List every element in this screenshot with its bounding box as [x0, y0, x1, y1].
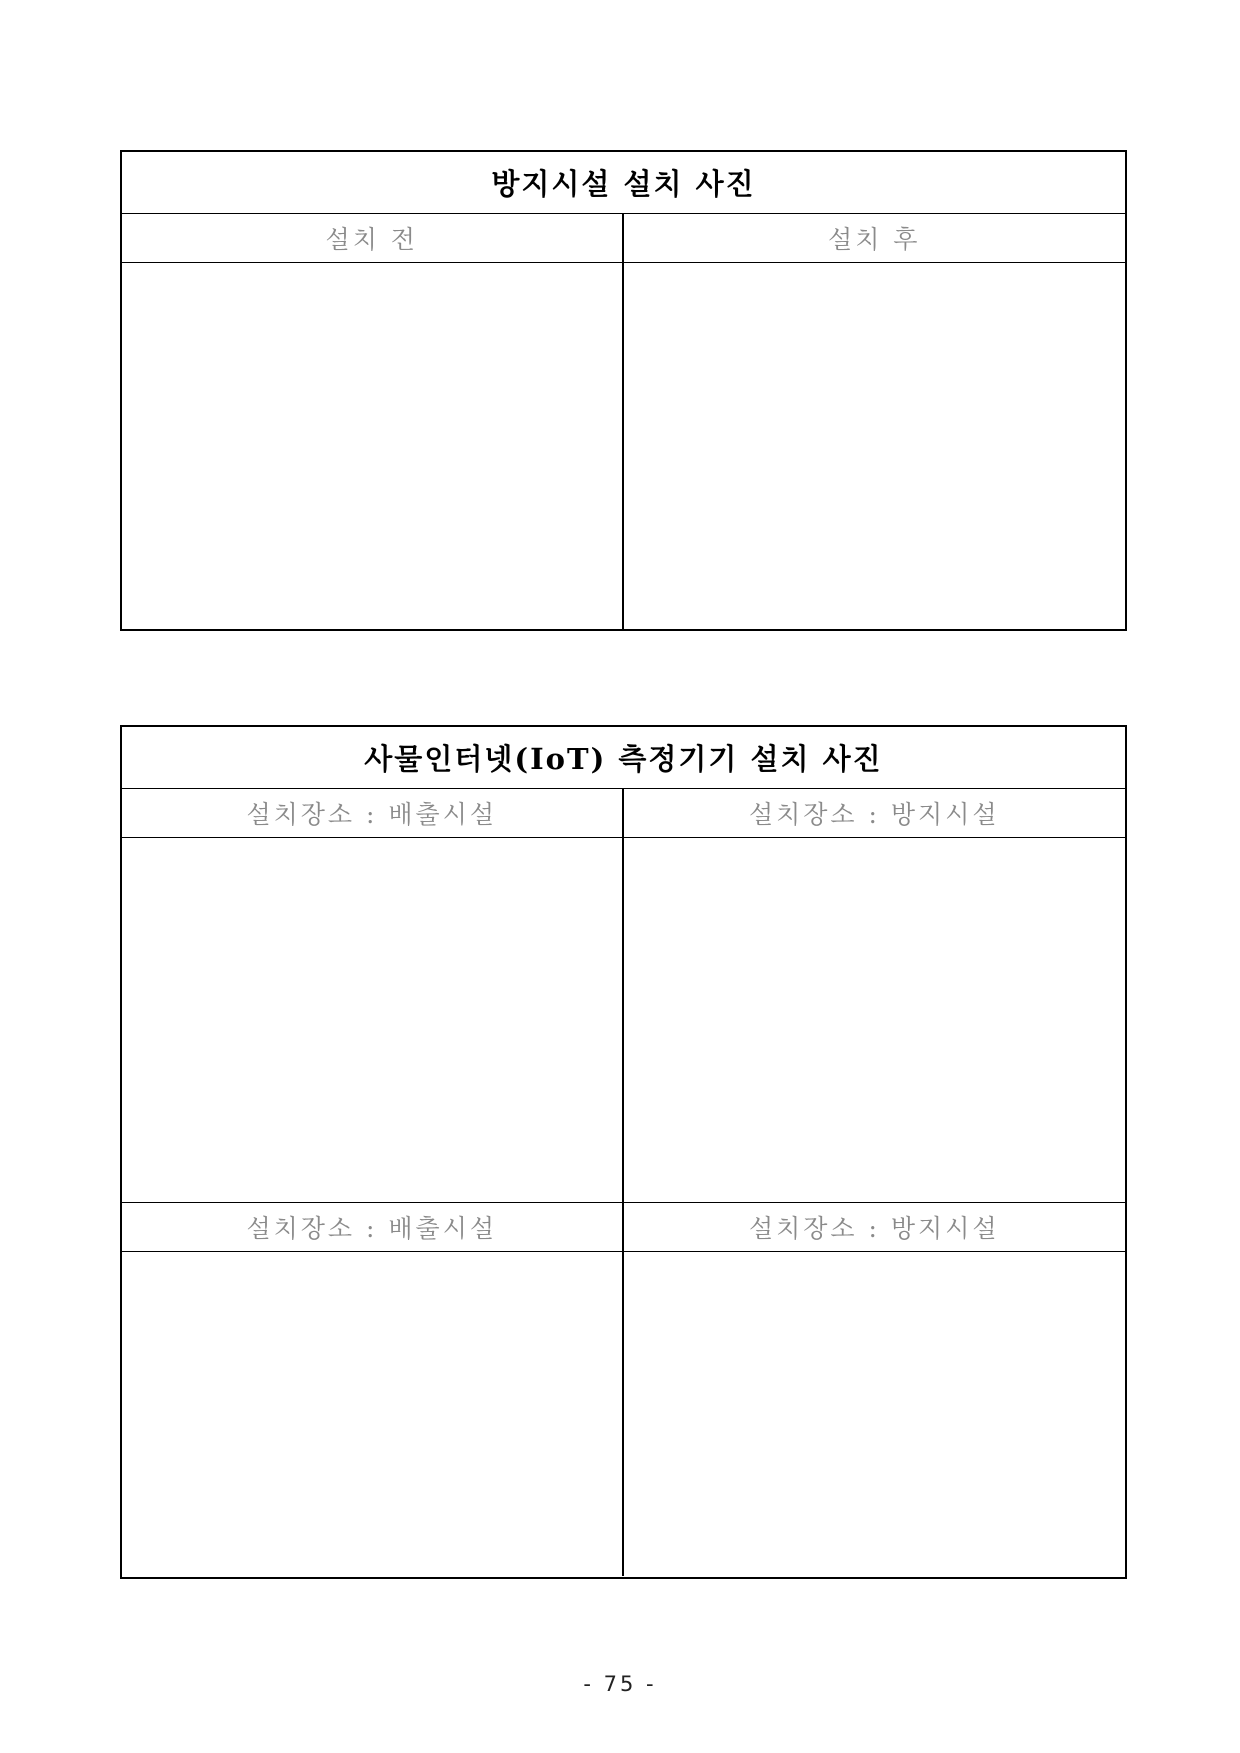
emission-photo-area: [122, 838, 624, 1202]
label-row: [122, 214, 1125, 263]
location-emission-label: 설치장소 : 배출시설: [122, 1203, 624, 1251]
emission-photo-area: [122, 1252, 624, 1576]
location-prevention-label: 설치장소 : 방지시설: [748, 1214, 1000, 1243]
photo-row: [122, 1252, 1125, 1576]
prevention-facility-photo-table: [120, 150, 1127, 631]
label-row: [122, 789, 1125, 838]
after-installation-label: 설치 후: [828, 225, 921, 254]
before-installation-label: 설치 전: [122, 214, 624, 262]
location-emission-label: 설치장소 : 배출시설: [122, 789, 624, 837]
prevention-photo-area: [624, 838, 1126, 1202]
after-photo-area: [624, 263, 1126, 629]
photo-row: [122, 838, 1125, 1203]
page-number: - 75 -: [583, 1672, 657, 1696]
label-row: [122, 1203, 1125, 1252]
location-prevention-label: 설치장소 : 방지시설: [748, 800, 1000, 829]
prevention-photo-area: [624, 1252, 1126, 1576]
table-title: 방지시설 설치 사진: [122, 152, 1125, 214]
before-photo-area: [122, 263, 624, 629]
iot-device-photo-table: [120, 725, 1127, 1579]
photo-row: [122, 263, 1125, 629]
table-title: 사물인터넷(IoT) 측정기기 설치 사진: [122, 727, 1125, 789]
